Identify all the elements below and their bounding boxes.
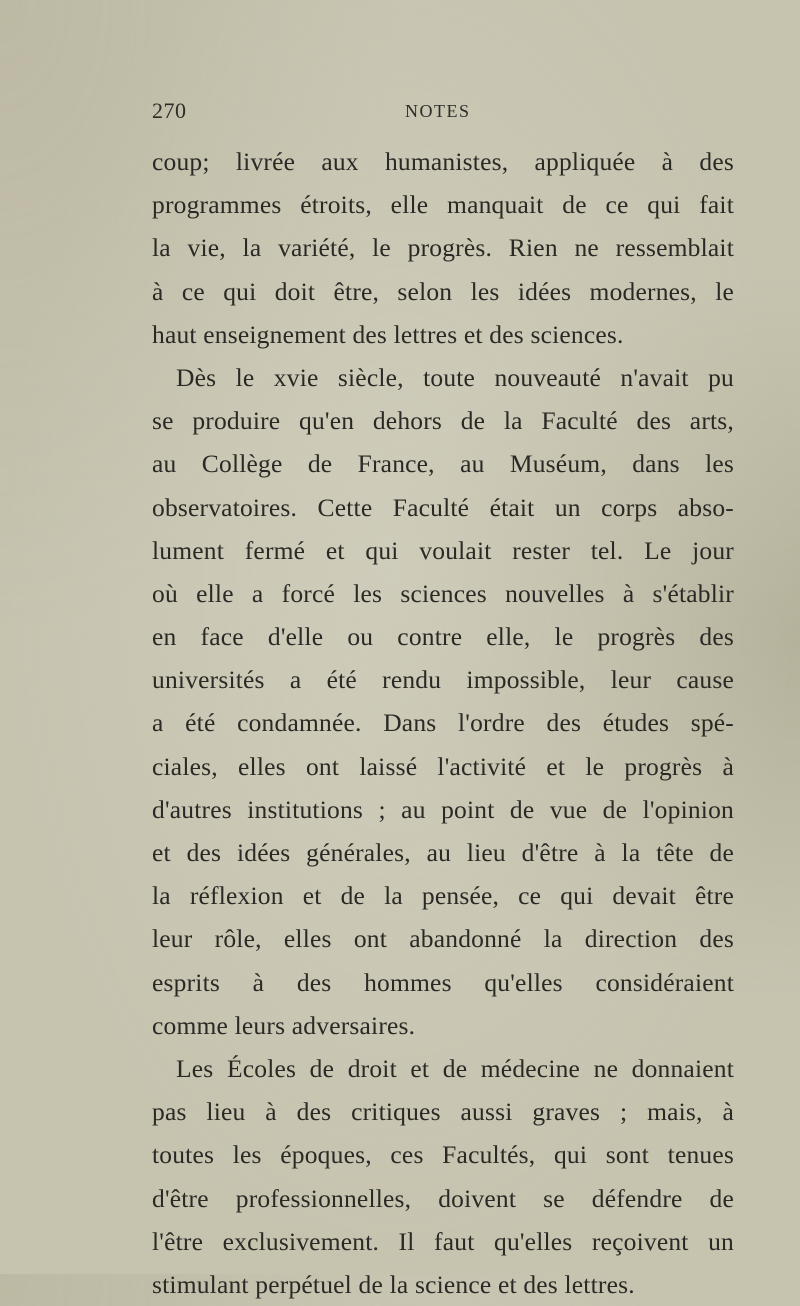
running-head <box>152 98 734 128</box>
text-line: esprits à des hommes qu'elles considéraient <box>152 967 734 997</box>
text-line: au Collège de France, au Muséum, dans les <box>152 449 734 479</box>
text-line: Les Écoles de droit et de médecine ne donnaient <box>176 1053 734 1083</box>
text-line: stimulant perpétuel de la science et des lettres. <box>152 1269 635 1299</box>
text-line: d'autres institutions ; au point de vue de l'opinion <box>152 794 734 824</box>
text-line: à ce qui doit être, selon les idées modernes, le <box>152 276 734 306</box>
text-line: lument fermé et qui voulait rester tel. Le jour <box>152 535 734 565</box>
running-title: NOTES <box>405 101 471 121</box>
page-number: 270 <box>152 98 187 123</box>
text-line: pas lieu à des critiques aussi graves ; mais, à <box>152 1097 734 1127</box>
text-line: coup; livrée aux humanistes, appliquée à des <box>152 147 734 176</box>
text-line: la réflexion et de la pensée, ce qui devait être <box>152 881 734 911</box>
text-line: programmes étroits, elle manquait de ce qui fait <box>152 190 734 220</box>
text-line: Dès le xvie siècle, toute nouveauté n'avait pu <box>176 362 734 392</box>
text-line: comme leurs adversaires. <box>152 1010 416 1040</box>
text-line: la vie, la variété, le progrès. Rien ne ressemblait <box>152 233 734 263</box>
text-line: se produire qu'en dehors de la Faculté des arts, <box>152 406 734 436</box>
text-line: a été condamnée. Dans l'ordre des études spé- <box>152 708 734 738</box>
text-line: leur rôle, elles ont abandonné la direction des <box>152 924 734 954</box>
text-line: toutes les époques, ces Facultés, qui sont tenues <box>152 1140 734 1170</box>
text-line: haut enseignement des lettres et des sciences. <box>152 319 624 349</box>
text-line: observatoires. Cette Faculté était un corps abso- <box>152 492 734 522</box>
text-line: l'être exclusivement. Il faut qu'elles reçoivent un <box>152 1226 734 1256</box>
text-line: ciales, elles ont laissé l'activité et le progrès à <box>152 751 734 781</box>
text-line: et des idées générales, au lieu d'être à la tête de <box>152 838 734 867</box>
body-text <box>152 140 734 1306</box>
text-line: d'être professionnelles, doivent se défendre de <box>152 1183 734 1213</box>
text-line: universités a été rendu impossible, leur cause <box>152 665 734 695</box>
text-line: en face d'elle ou contre elle, le progrès des <box>152 622 734 652</box>
text-line: où elle a forcé les sciences nouvelles à s'établir <box>152 578 734 608</box>
